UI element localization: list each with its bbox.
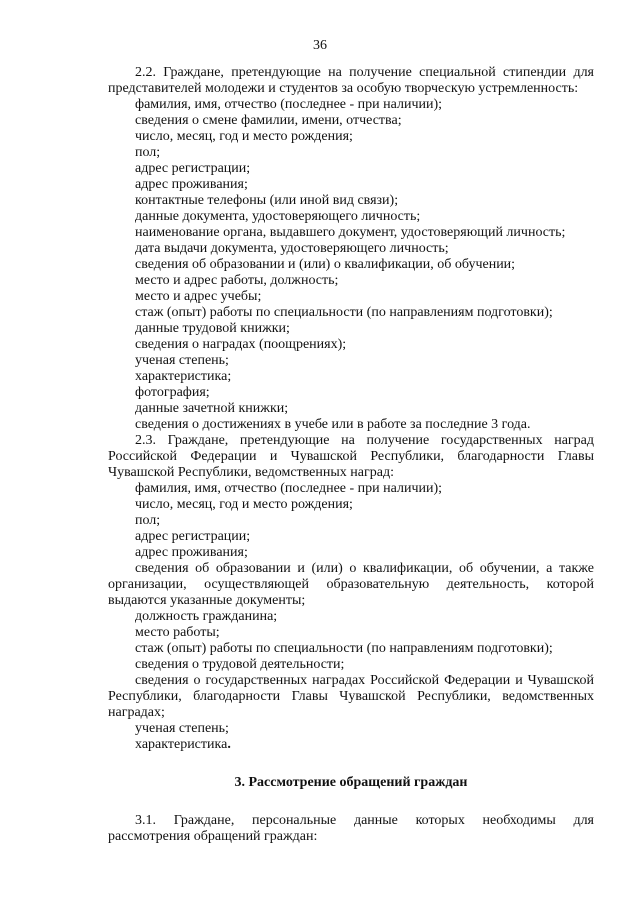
awards-item-line-3: наградах; [108, 705, 165, 720]
education-item-line-2: организации, осуществляющей образовательную деятельность, которой [108, 577, 594, 592]
list-item: данные трудовой книжки; [135, 321, 290, 336]
list-item: пол; [135, 513, 161, 528]
list-item: данные документа, удостоверяющего личность; [135, 209, 421, 224]
list-item: дата выдачи документа, удостоверяющего личность; [135, 241, 449, 256]
characteristic-period: . [227, 737, 231, 752]
list-item: наименование органа, выдавшего документ, удостоверяющий личность; [135, 225, 566, 240]
section-3-1-line-1: 3.1. Граждане, персональные данные которых необходимы для [135, 813, 594, 828]
list-item: сведения о трудовой деятельности; [135, 657, 345, 672]
education-item-line-3: выдаются указанные документы; [108, 593, 306, 608]
section-3-1-line-2: рассмотрения обращений граждан: [108, 829, 318, 844]
list-item: должность гражданина; [135, 609, 278, 624]
list-item: сведения о наградах (поощрениях); [135, 337, 347, 352]
list-item: контактные телефоны (или иной вид связи); [135, 193, 399, 208]
section-2-2-intro-line-2: представителей молодежи и студентов за особую творческую устремленность: [108, 81, 579, 96]
list-item: стаж (опыт) работы по специальности (по направлениям подготовки); [135, 305, 553, 320]
list-item: сведения о смене фамилии, имени, отчества; [135, 113, 402, 128]
document-body [108, 65, 594, 845]
list-item: сведения об образовании и (или) о квалификации, об обучении; [135, 257, 516, 272]
list-item: адрес проживания; [135, 177, 248, 192]
education-item-line-1: сведения об образовании и (или) о квалификации, об обучении, а также [135, 561, 594, 576]
list-item: место работы; [135, 625, 220, 640]
list-item: ученая степень; [135, 353, 229, 368]
section-2-2-intro-line-1: 2.2. Граждане, претендующие на получение специальной стипендии для [135, 65, 594, 80]
list-item: сведения о достижениях в учебе или в работе за последние 3 года. [135, 417, 531, 432]
section-2-3-list-b [108, 609, 594, 673]
list-item: число, месяц, год и место рождения; [135, 129, 353, 144]
characteristic-text: характеристика [135, 737, 228, 752]
section-2-3-list-a [108, 481, 594, 561]
list-item: характеристика; [135, 369, 232, 384]
section-2-3-intro-line-3: Чувашской Республики, ведомственных наград: [108, 465, 394, 480]
awards-item-line-1: сведения о государственных наградах Российской Федерации и Чувашской [135, 673, 594, 688]
list-item: фамилия, имя, отчество (последнее - при наличии); [135, 481, 443, 496]
section-2-2-list [108, 97, 594, 433]
section-3-heading: 3. Рассмотрение обращений граждан [234, 775, 468, 790]
list-item: данные зачетной книжки; [135, 401, 289, 416]
list-item: число, месяц, год и место рождения; [135, 497, 353, 512]
awards-item-line-2: Республики, благодарности Главы Чувашской Республики, ведомственных [108, 689, 594, 704]
section-2-3-intro-line-1: 2.3. Граждане, претендующие на получение государственных наград [135, 433, 594, 448]
list-item: место и адрес учебы; [135, 289, 262, 304]
list-item: фотография; [135, 385, 210, 400]
list-item: адрес проживания; [135, 545, 248, 560]
list-item-characteristic [108, 737, 594, 753]
section-2-3-intro-line-2: Российской Федерации и Чувашской Республики, благодарности Главы [108, 449, 594, 464]
list-item: стаж (опыт) работы по специальности (по направлениям подготовки); [135, 641, 553, 656]
list-item: адрес регистрации; [135, 161, 251, 176]
list-item: ученая степень; [135, 721, 229, 736]
list-item: пол; [135, 145, 161, 160]
page-number: 36 [313, 38, 327, 53]
list-item: адрес регистрации; [135, 529, 251, 544]
list-item: фамилия, имя, отчество (последнее - при наличии); [135, 97, 443, 112]
list-item: место и адрес работы, должность; [135, 273, 339, 288]
